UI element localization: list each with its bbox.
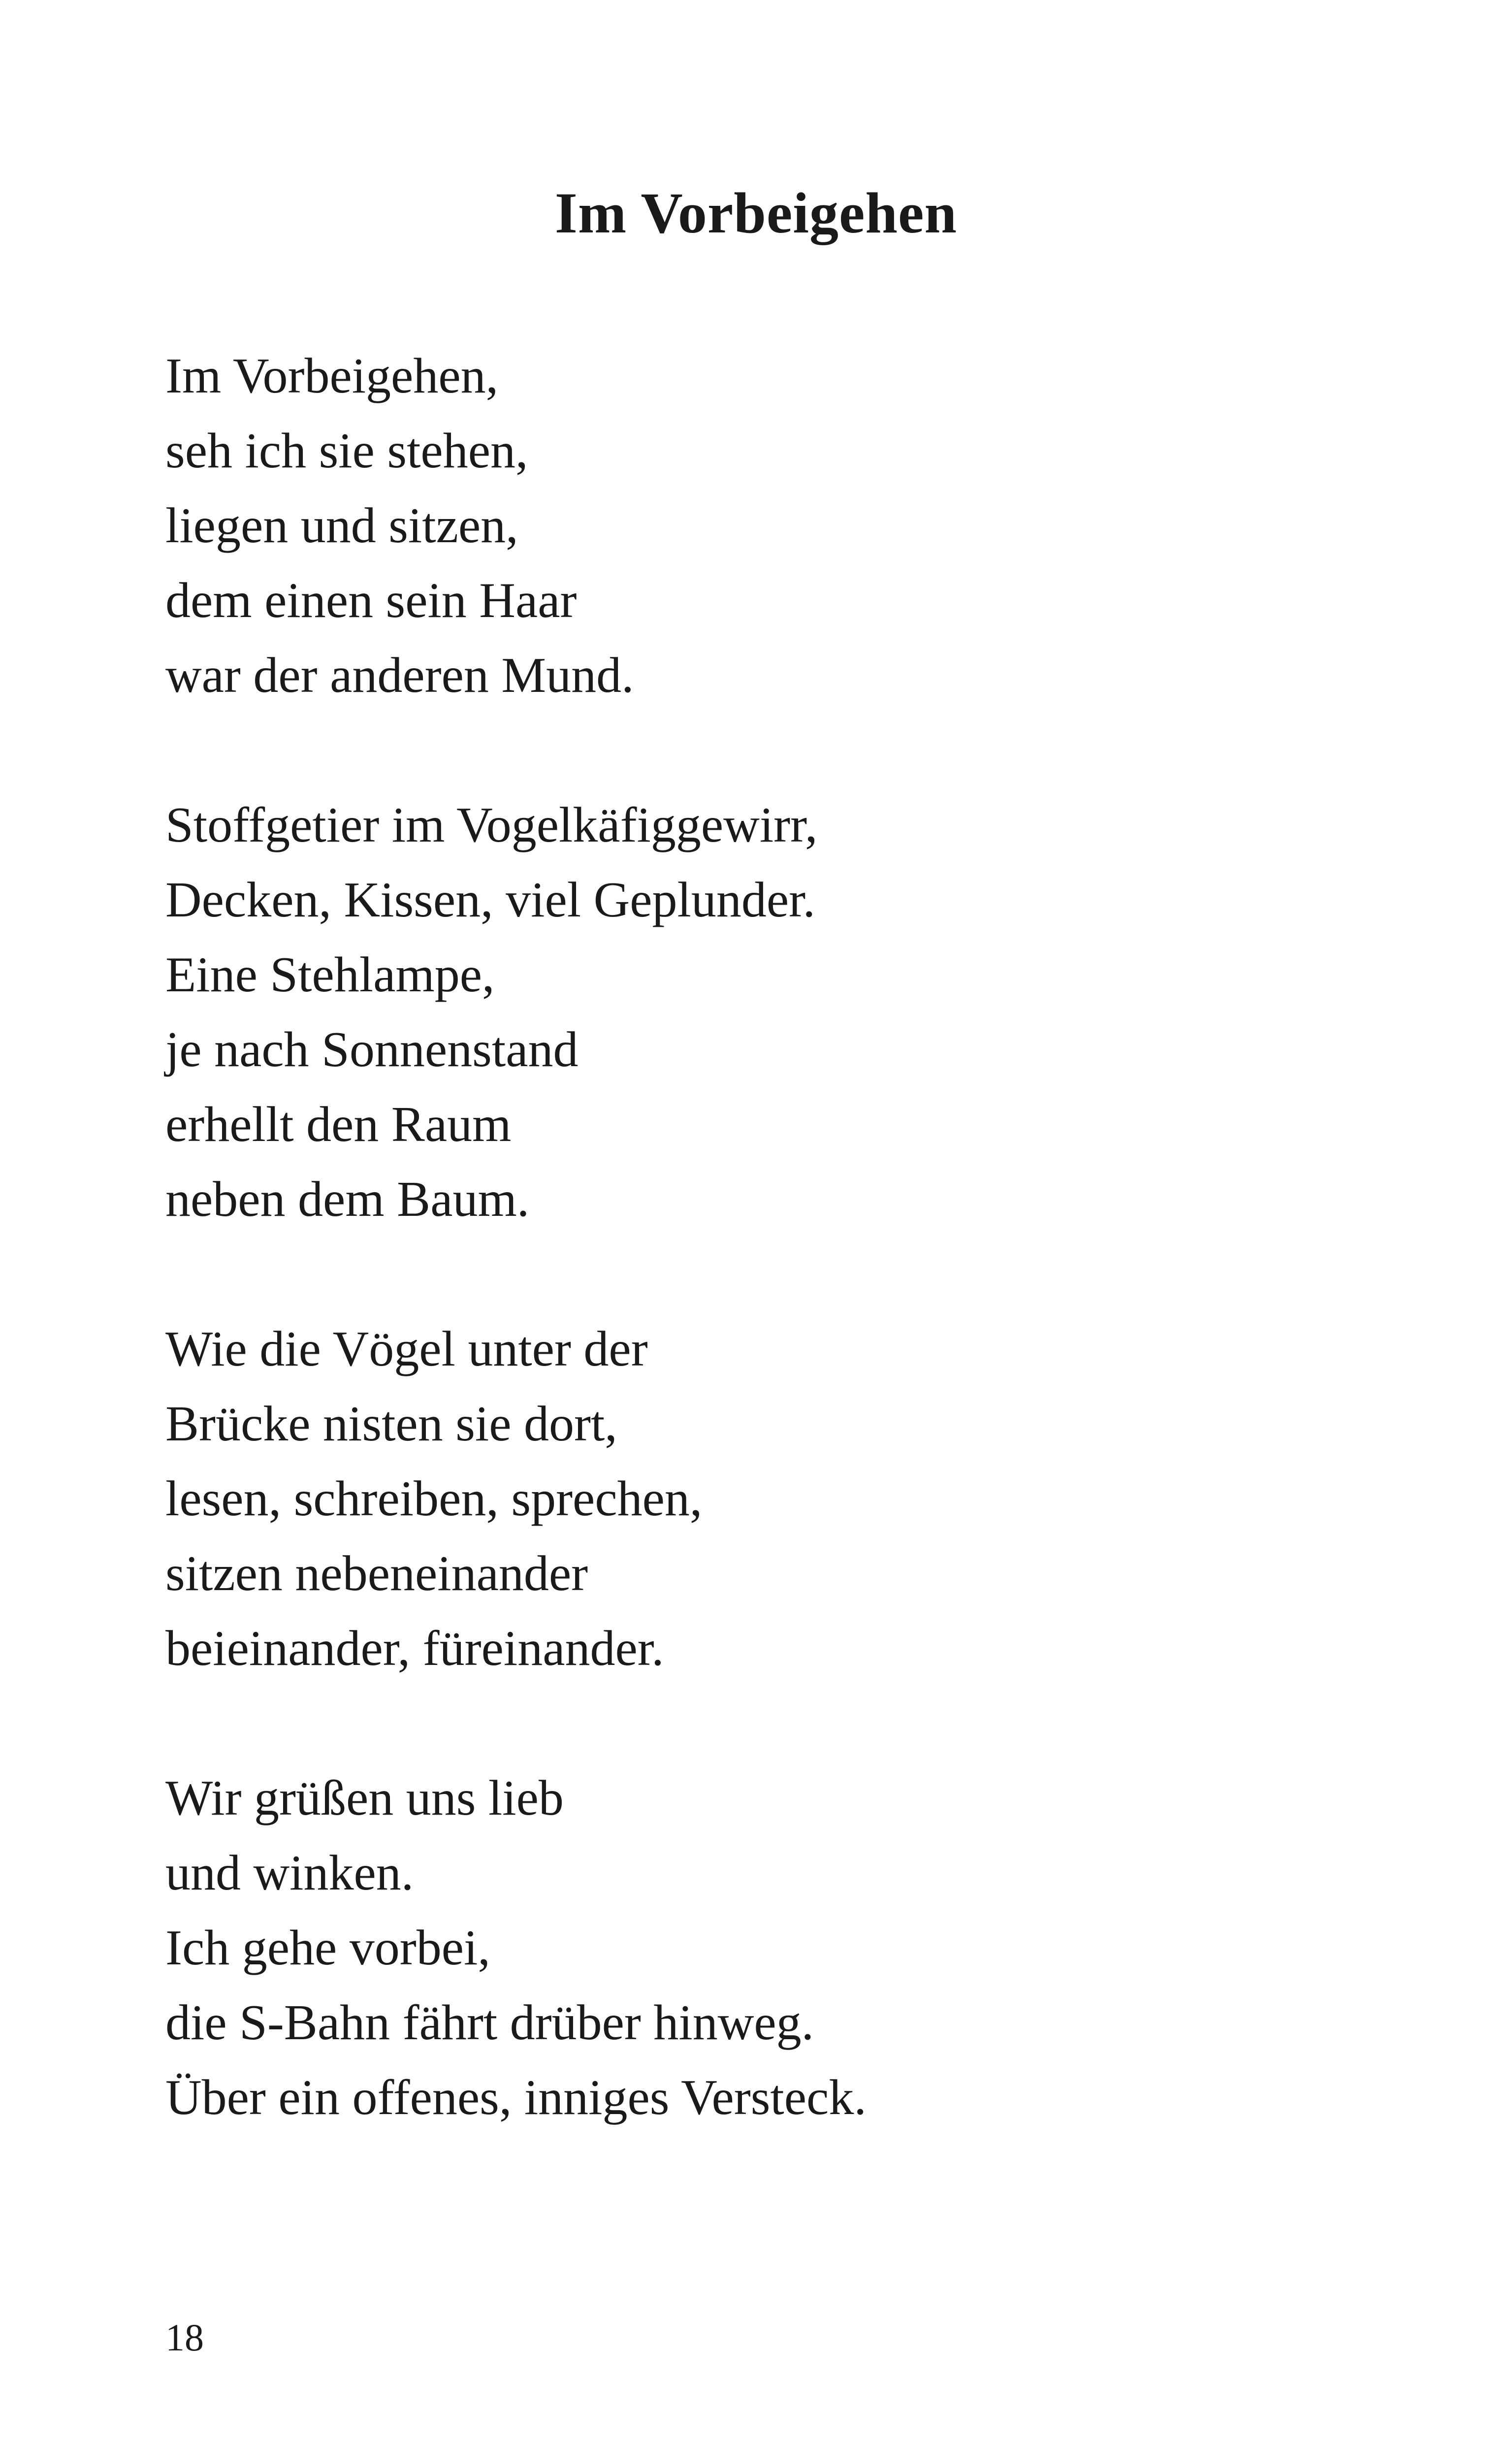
poem-line: liegen und sitzen, — [165, 498, 518, 554]
stanza-2 — [165, 788, 867, 1237]
poem-line: sitzen nebeneinander — [165, 1546, 588, 1601]
page-number: 18 — [165, 2316, 204, 2359]
poem-line: Über ein offenes, inniges Versteck. — [165, 2070, 867, 2125]
poem-line: Im Vorbeigehen, — [165, 348, 499, 404]
poem-line: die S-Bahn fährt drüber hinweg. — [165, 1995, 814, 2051]
poem-line: erhellt den Raum — [165, 1097, 512, 1152]
stanza-3 — [165, 1312, 867, 1686]
poem-line: seh ich sie stehen, — [165, 423, 528, 479]
poem-line: lesen, schreiben, sprechen, — [165, 1471, 703, 1527]
poem-line: dem einen sein Haar — [165, 573, 577, 628]
poem-line: Brücke nisten sie dort, — [165, 1396, 617, 1452]
poem-line: war der anderen Mund. — [165, 648, 634, 703]
poem-title: Im Vorbeigehen — [554, 181, 958, 245]
stanza-4 — [165, 1761, 867, 2135]
poem-line: je nach Sonnenstand — [165, 1022, 579, 1077]
poem-body — [165, 339, 867, 2135]
poem-line: Wir grüßen uns lieb — [165, 1770, 564, 1826]
poem-line: neben dem Baum. — [165, 1172, 530, 1227]
poem-line: Ich gehe vorbei, — [165, 1920, 490, 1976]
poem-line: Wie die Vögel unter der — [165, 1321, 648, 1377]
stanza-1 — [165, 339, 867, 713]
poem-line: und winken. — [165, 1845, 414, 1901]
poem-line: Stoffgetier im Vogelkäfiggewirr, — [165, 797, 818, 853]
poem-line: beieinander, füreinander. — [165, 1621, 664, 1676]
poem-line: Eine Stehlampe, — [165, 947, 495, 1003]
poem-line: Decken, Kissen, viel Geplunder. — [165, 872, 815, 928]
